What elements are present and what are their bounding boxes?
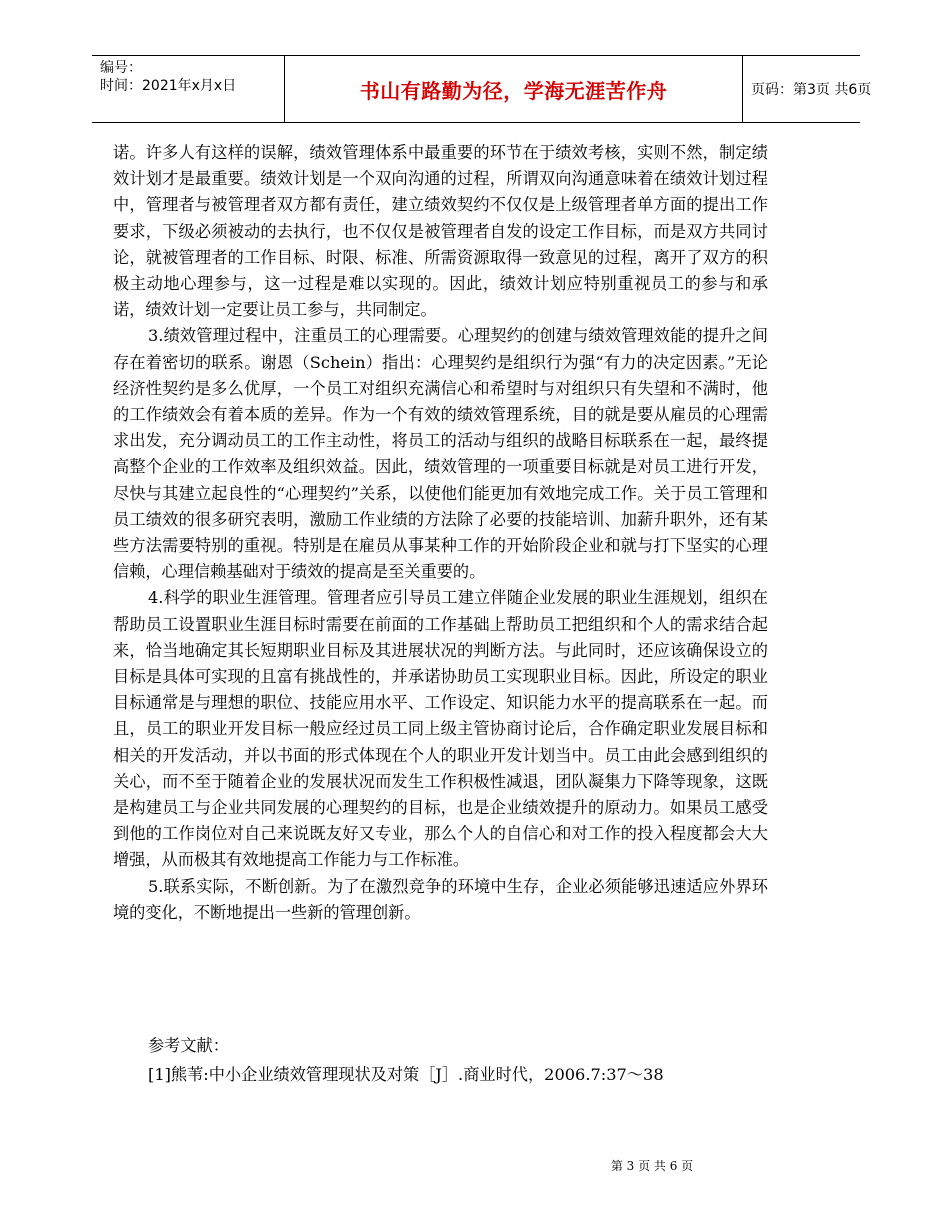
page-footer — [0, 1157, 950, 1174]
footer-page-number: 第 3 页 共 6 页 — [610, 1159, 694, 1173]
references — [113, 1033, 773, 1088]
paragraph-continuation: 诺。许多人有这样的误解，绩效管理体系中最重要的环节在于绩效考核，实则不然，制定绩效计划才是最重要。绩效计划是一个双向沟通的过程，所谓双向沟通意味着在绩效计划过程中，管理者与被管理者双方都有责任，建立绩效契约不仅仅是上级管理者单方面的提出工作要求，下级必须被动的去执行，也不仅仅是被管理者自发的设定工作目标，而是双方共同讨论，就被管理者的工作目标、时限、标准、所需资源取得一致意见的过程，离开了双方的积极主动地心理参与，这一过程是难以实现的。因此，绩效计划应特别重视员工的参与和承诺，绩效计划一定要让员工参与，共同制定。 — [113, 143, 768, 320]
header-motto: 书山有路勤为径，学海无涯苦作舟 — [359, 78, 668, 103]
reference-item: [1]熊苇:中小企业绩效管理现状及对策［J］.商业时代，2006.7:37～38 — [148, 1065, 664, 1084]
document-date: 时间：2021年x月x日 — [100, 78, 237, 94]
references-heading: 参考文献： — [148, 1036, 229, 1055]
paragraph-point-5: 5.联系实际，不断创新。为了在激烈竞争的环境中生存，企业必须能够迅速适应外界环境的变化，不断地提出一些新的管理创新。 — [113, 876, 768, 922]
page-header — [92, 55, 872, 123]
paragraph-point-3: 3.绩效管理过程中，注重员工的心理需要。心理契约的创建与绩效管理效能的提升之间存在着密切的联系。谢恩（Schein）指出：心理契约是组织行为强“有力的决定因素。”无论经济性契约是多么优厚，一个员工对组织充满信心和希望时与对组织只有失望和不满时，他的工作绩效会有着本质的差异。作为一个有效的绩效管理系统，目的就是要从雇员的心理需求出发，充分调动员工的工作主动性，将员工的活动与组织的战略目标联系在一起，最终提高整个企业的工作效率及组织效益。因此，绩效管理的一项重要目标就是对员工进行开发，尽快与其建立起良性的“心理契约”关系，以使他们能更加有效地完成工作。关于员工管理和员工绩效的很多研究表明，激励工作业绩的方法除了必要的技能培训、加薪升职外，还有某些方法需要特别的重视。特别是在雇员从事某种工作的开始阶段企业和就与打下坚实的心理信赖，心理信赖基础对于绩效的提高是至关重要的。 — [113, 326, 768, 582]
body-text — [113, 140, 768, 926]
header-page-info: 页码：第3页 共6页 — [751, 82, 872, 98]
paragraph-point-4: 4.科学的职业生涯管理。管理者应引导员工建立伴随企业发展的职业生涯规划，组织在帮助员工设置职业生涯目标时需要在前面的工作基础上帮助员工把组织和个人的需求结合起来，恰当地确定其长短期职业目标及其进展状况的判断方法。与此同时，还应该确保设立的目标是具体可实现的且富有挑战性的，并承诺协助员工实现职业目标。因此，所设定的职业目标通常是与理想的职位、技能应用水平、工作设定、知识能力水平的提高联系在一起。而且，员工的职业开发目标一般应经过员工同上级主管协商讨论后，合作确定职业发展目标和相关的开发活动，并以书面的形式体现在个人的职业开发计划当中。员工由此会感到组织的关心，而不至于随着企业的发展状况而发生工作积极性减退，团队凝集力下降等现象，这既是构建员工与企业共同发展的心理契约的目标，也是企业绩效提升的原动力。如果员工感受到他的工作岗位对自己来说既友好又专业，那么个人的自信心和对工作的投入程度都会大大增强，从而极其有效地提高工作能力与工作标准。 — [113, 588, 768, 870]
header-motto-cell — [284, 56, 743, 122]
header-meta — [92, 56, 284, 122]
document-number-label: 编号： — [100, 60, 142, 76]
